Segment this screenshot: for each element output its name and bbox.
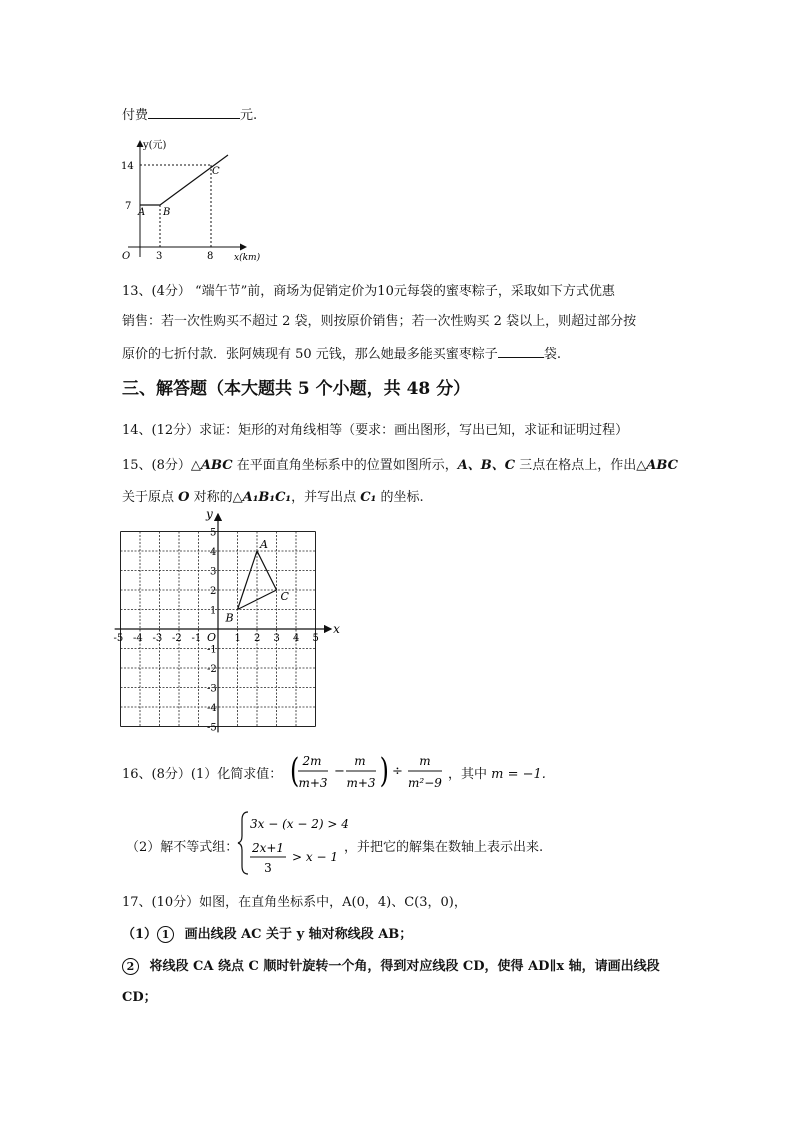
q15-line1: 15、(8分）△ABC 在平面直角坐标系中的位置如图所示，A、B、C 三点在格点上，作出△ABC <box>122 458 678 473</box>
vertex-label: A <box>260 538 268 551</box>
point-c-label: C <box>212 166 220 177</box>
svg-text:> x − 1: > x − 1 <box>292 850 338 864</box>
x-axis-label: x(km) <box>234 253 261 263</box>
x-tick-label: -5 <box>113 633 124 644</box>
q13-line1: 13、(4分） “端午节”前，商场为促销定价为10元每袋的蜜枣粽子，采取如下方式优惠 <box>122 284 615 299</box>
svg-text:3: 3 <box>264 861 272 875</box>
circled-number-1: 1 <box>157 926 174 943</box>
svg-text:m+3: m+3 <box>298 776 328 790</box>
vertex-label: B <box>225 611 234 625</box>
x-tick-8: 8 <box>207 251 214 262</box>
x-tick-label: -3 <box>152 633 163 644</box>
y-tick-7: 7 <box>125 201 132 212</box>
y-tick-label: 1 <box>210 605 217 617</box>
x-tick-label: 2 <box>254 633 261 644</box>
x-tick-label: -2 <box>172 633 182 644</box>
q12-prefix: 付费 <box>122 108 149 123</box>
x-tick-label: -4 <box>133 633 143 644</box>
q17-line4: CD； <box>122 990 157 1005</box>
q13-line3: 原价的七折付款．张阿姨现有 50 元钱，那么她最多能买蜜枣粽子 袋. <box>122 343 561 364</box>
q12-suffix: 元. <box>240 108 258 123</box>
y-axis-label: y <box>206 506 213 521</box>
coordinate-grid <box>113 506 345 739</box>
fare-line <box>140 155 228 205</box>
origin-label: O <box>122 251 131 262</box>
y-tick-label: -3 <box>207 683 217 695</box>
q17-line1: 17、(10分）如图，在直角坐标系中，A(0，4)、C(3，0)， <box>122 895 467 910</box>
q17-line3: 2 将线段 CA 绕点 C 顺时针旋转一个角，得到对应线段 CD，使得 AD∥x 轴，请画出线段 <box>122 958 660 976</box>
q14-text: 14、(12分）求证：矩形的对角线相等（要求：画出图形，写出已知，求证和证明过程） <box>122 423 629 438</box>
origin-label: O <box>207 631 217 644</box>
y-tick-label: 2 <box>210 586 217 597</box>
circled-number-2: 2 <box>122 958 139 975</box>
y-tick-label: -2 <box>207 664 217 675</box>
svg-text:m: m <box>419 754 431 768</box>
x-axis-label: x <box>333 622 340 636</box>
q15-line2: 关于原点 O 对称的△A₁B₁C₁，并写出点 C₁ 的坐标. <box>122 490 424 505</box>
x-tick-label: 5 <box>312 633 319 644</box>
x-tick-label: 4 <box>293 633 300 644</box>
point-a-label: A <box>138 207 146 218</box>
answer-blank[interactable] <box>148 104 240 119</box>
x-tick-label: 1 <box>234 633 241 644</box>
x-tick-label: -1 <box>191 633 202 644</box>
section-title: 三、解答题（本大题共 5 个小题，共 48 分） <box>122 379 471 399</box>
svg-text:m: m <box>354 754 366 768</box>
y-tick-label: -1 <box>207 644 217 656</box>
svg-text:2x+1: 2x+1 <box>251 841 285 855</box>
y-tick-label: 3 <box>210 566 217 578</box>
svg-text:2m: 2m <box>302 754 322 768</box>
svg-text:m²−9: m²−9 <box>408 776 442 790</box>
q12-tail <box>122 104 257 125</box>
svg-text:): ) <box>379 750 389 791</box>
svg-text:−: − <box>334 764 345 779</box>
y-tick-label: -5 <box>207 722 217 734</box>
y-axis-label: y(元) <box>143 140 167 151</box>
svg-text:m+3: m+3 <box>346 776 376 790</box>
y-tick-label: -4 <box>207 703 217 714</box>
y-tick-label: 4 <box>210 547 217 558</box>
svg-text:÷: ÷ <box>392 764 403 779</box>
y-tick-14: 14 <box>121 161 134 172</box>
svg-text:(: ( <box>290 750 300 791</box>
q17-line2: （1） 1 画出线段 AC 关于 y 轴对称线段 AB； <box>122 927 413 942</box>
x-tick-label: 3 <box>273 633 280 644</box>
answer-blank[interactable] <box>498 343 544 358</box>
q13-line2: 销售：若一次性购买不超过 2 袋，则按原价销售；若一次性购买 2 袋以上，则超过部分按 <box>122 314 637 329</box>
y-tick-label: 5 <box>210 527 217 539</box>
vertex-label: C <box>280 590 289 603</box>
x-tick-3: 3 <box>156 251 163 262</box>
fare-graph <box>118 135 278 270</box>
point-b-label: B <box>163 207 171 218</box>
svg-text:3x − (x − 2) > 4: 3x − (x − 2) > 4 <box>250 817 349 831</box>
